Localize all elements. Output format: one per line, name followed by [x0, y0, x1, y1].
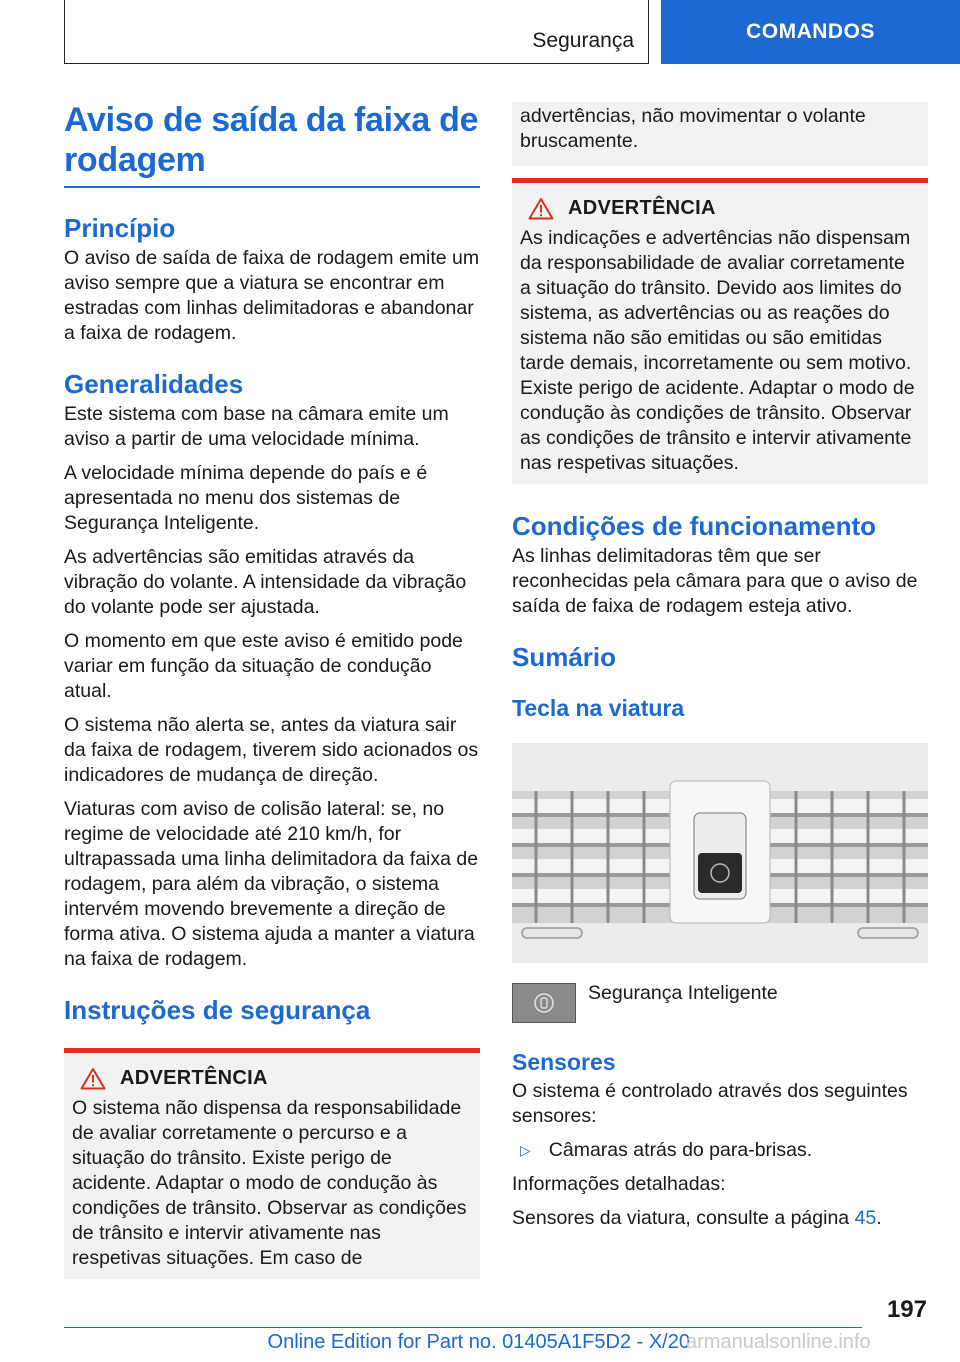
generalidades-paragraph: O momento em que este aviso é emitido pode variar em função da situação de condução atual. [64, 630, 463, 702]
page-number: 197 [886, 1296, 927, 1323]
reference-end: . [876, 1207, 882, 1229]
warning-title: ADVERTÊNCIA [568, 197, 716, 219]
heading-tecla: Tecla na viatura [512, 695, 685, 721]
principio-text: O aviso de saída de faixa de rodagem emite um aviso sempre que a viatura se encontrar em estradas com linhas delimitadoras e abandonar a faixa de rodagem. [64, 247, 480, 344]
watermark: armanualsonline.info [686, 1331, 871, 1353]
generalidades-paragraph: O sistema não alerta se, antes da viatura sair da faixa de rodagem, tiverem sido acionados os indicadores de mudança de direção. [64, 714, 479, 786]
warning-triangle-icon [528, 197, 554, 220]
condicoes-text: As linhas delimitadoras têm que ser reconhecidas pela câmara para que o aviso de saída de faixa de rodagem esteja ativo. [512, 545, 918, 617]
heading-sensores: Sensores [512, 1049, 616, 1075]
heading-condicoes: Condições de funcionamento [512, 511, 877, 541]
page-link[interactable]: 45 [854, 1207, 877, 1229]
heading-sumario: Sumário [512, 642, 617, 672]
generalidades-paragraph: As advertências são emitidas através da vibração do volante. A intensidade da vibração do volante pode ser ajustada. [64, 546, 467, 618]
header-box [64, 0, 649, 64]
console-photo [512, 743, 928, 963]
warning-text: As indicações e advertências não dispensam da responsabilidade de avaliar corretamente a situação do trânsito. Devido aos limites do sistema, as advertências ou as reações do sistema não são emitidas ou são emitidas tarde demais, incorretamente ou sem motivo. Existe perigo de acidente. Adaptar o modo de condução às condições de trânsito. Observar as condições de trânsito e intervir ativamente nas respetivas situações. [520, 227, 915, 474]
warning-title: ADVERTÊNCIA [120, 1067, 268, 1089]
warning-box [512, 178, 928, 484]
section-title: Segurança [532, 29, 634, 52]
list-item-text: Câmaras atrás do para-brisas. [548, 1139, 813, 1161]
page-title: Aviso de saída da faixa de rodagem [64, 100, 480, 188]
button-label: Segurança Inteligente [588, 982, 778, 1004]
warning-continuation-text: advertências, não movimentar o volante bruscamente. [520, 105, 866, 152]
warning-continuation [512, 102, 928, 166]
console-illustration [512, 743, 928, 963]
warning-text: O sistema não dispensa da responsabilidade de avaliar corretamente o percurso e a situação do trânsito. Existe perigo de acidente. Adaptar o modo de condução às condições de trânsito. Observar as condições de trânsito e intervir ativamente nas respetivas situações. Em caso de [72, 1097, 467, 1269]
details-label: Informações detalhadas: [512, 1173, 726, 1195]
edition-text: Online Edition for Part no. 01405A1F5D2 - X/20 [267, 1331, 690, 1353]
heading-principio: Princípio [64, 213, 176, 243]
footer-rule [64, 1327, 862, 1328]
warning-triangle-icon [80, 1067, 106, 1090]
generalidades-paragraph: A velocidade mínima depende do país e é apresentada no menu dos sistemas de Segurança Inteligente. [64, 462, 428, 534]
intelligent-safety-button-icon [512, 983, 576, 1023]
list-item [520, 1138, 928, 1163]
right-column [512, 102, 928, 1240]
generalidades-paragraph: Viaturas com aviso de colisão lateral: se, no regime de velocidade até 210 km/h, for ultrapassada uma linha delimitadora da faixa de rodagem, para além da vibração, o sistema intervém movendo brevemente a direção de forma ativa. O sistema ajuda a manter a viatura na faixa de rodagem. [64, 798, 479, 970]
sensores-intro: O sistema é controlado através dos seguintes sensores: [512, 1080, 908, 1127]
button-legend [512, 983, 928, 1023]
generalidades-paragraph: Este sistema com base na câmara emite um aviso a partir de uma velocidade mínima. [64, 403, 449, 450]
warning-title-row [80, 1067, 472, 1090]
heading-generalidades: Generalidades [64, 369, 244, 399]
warning-box [64, 1048, 480, 1279]
page-reference [512, 1206, 928, 1231]
bullet-triangle-icon: ▷ [520, 1142, 531, 1158]
left-column [64, 100, 480, 1279]
chapter-tab: COMANDOS [661, 0, 960, 64]
reference-text: Sensores da viatura, consulte a página [512, 1207, 855, 1229]
heading-seguranca: Instruções de segurança [64, 995, 371, 1025]
warning-title-row [528, 197, 920, 220]
